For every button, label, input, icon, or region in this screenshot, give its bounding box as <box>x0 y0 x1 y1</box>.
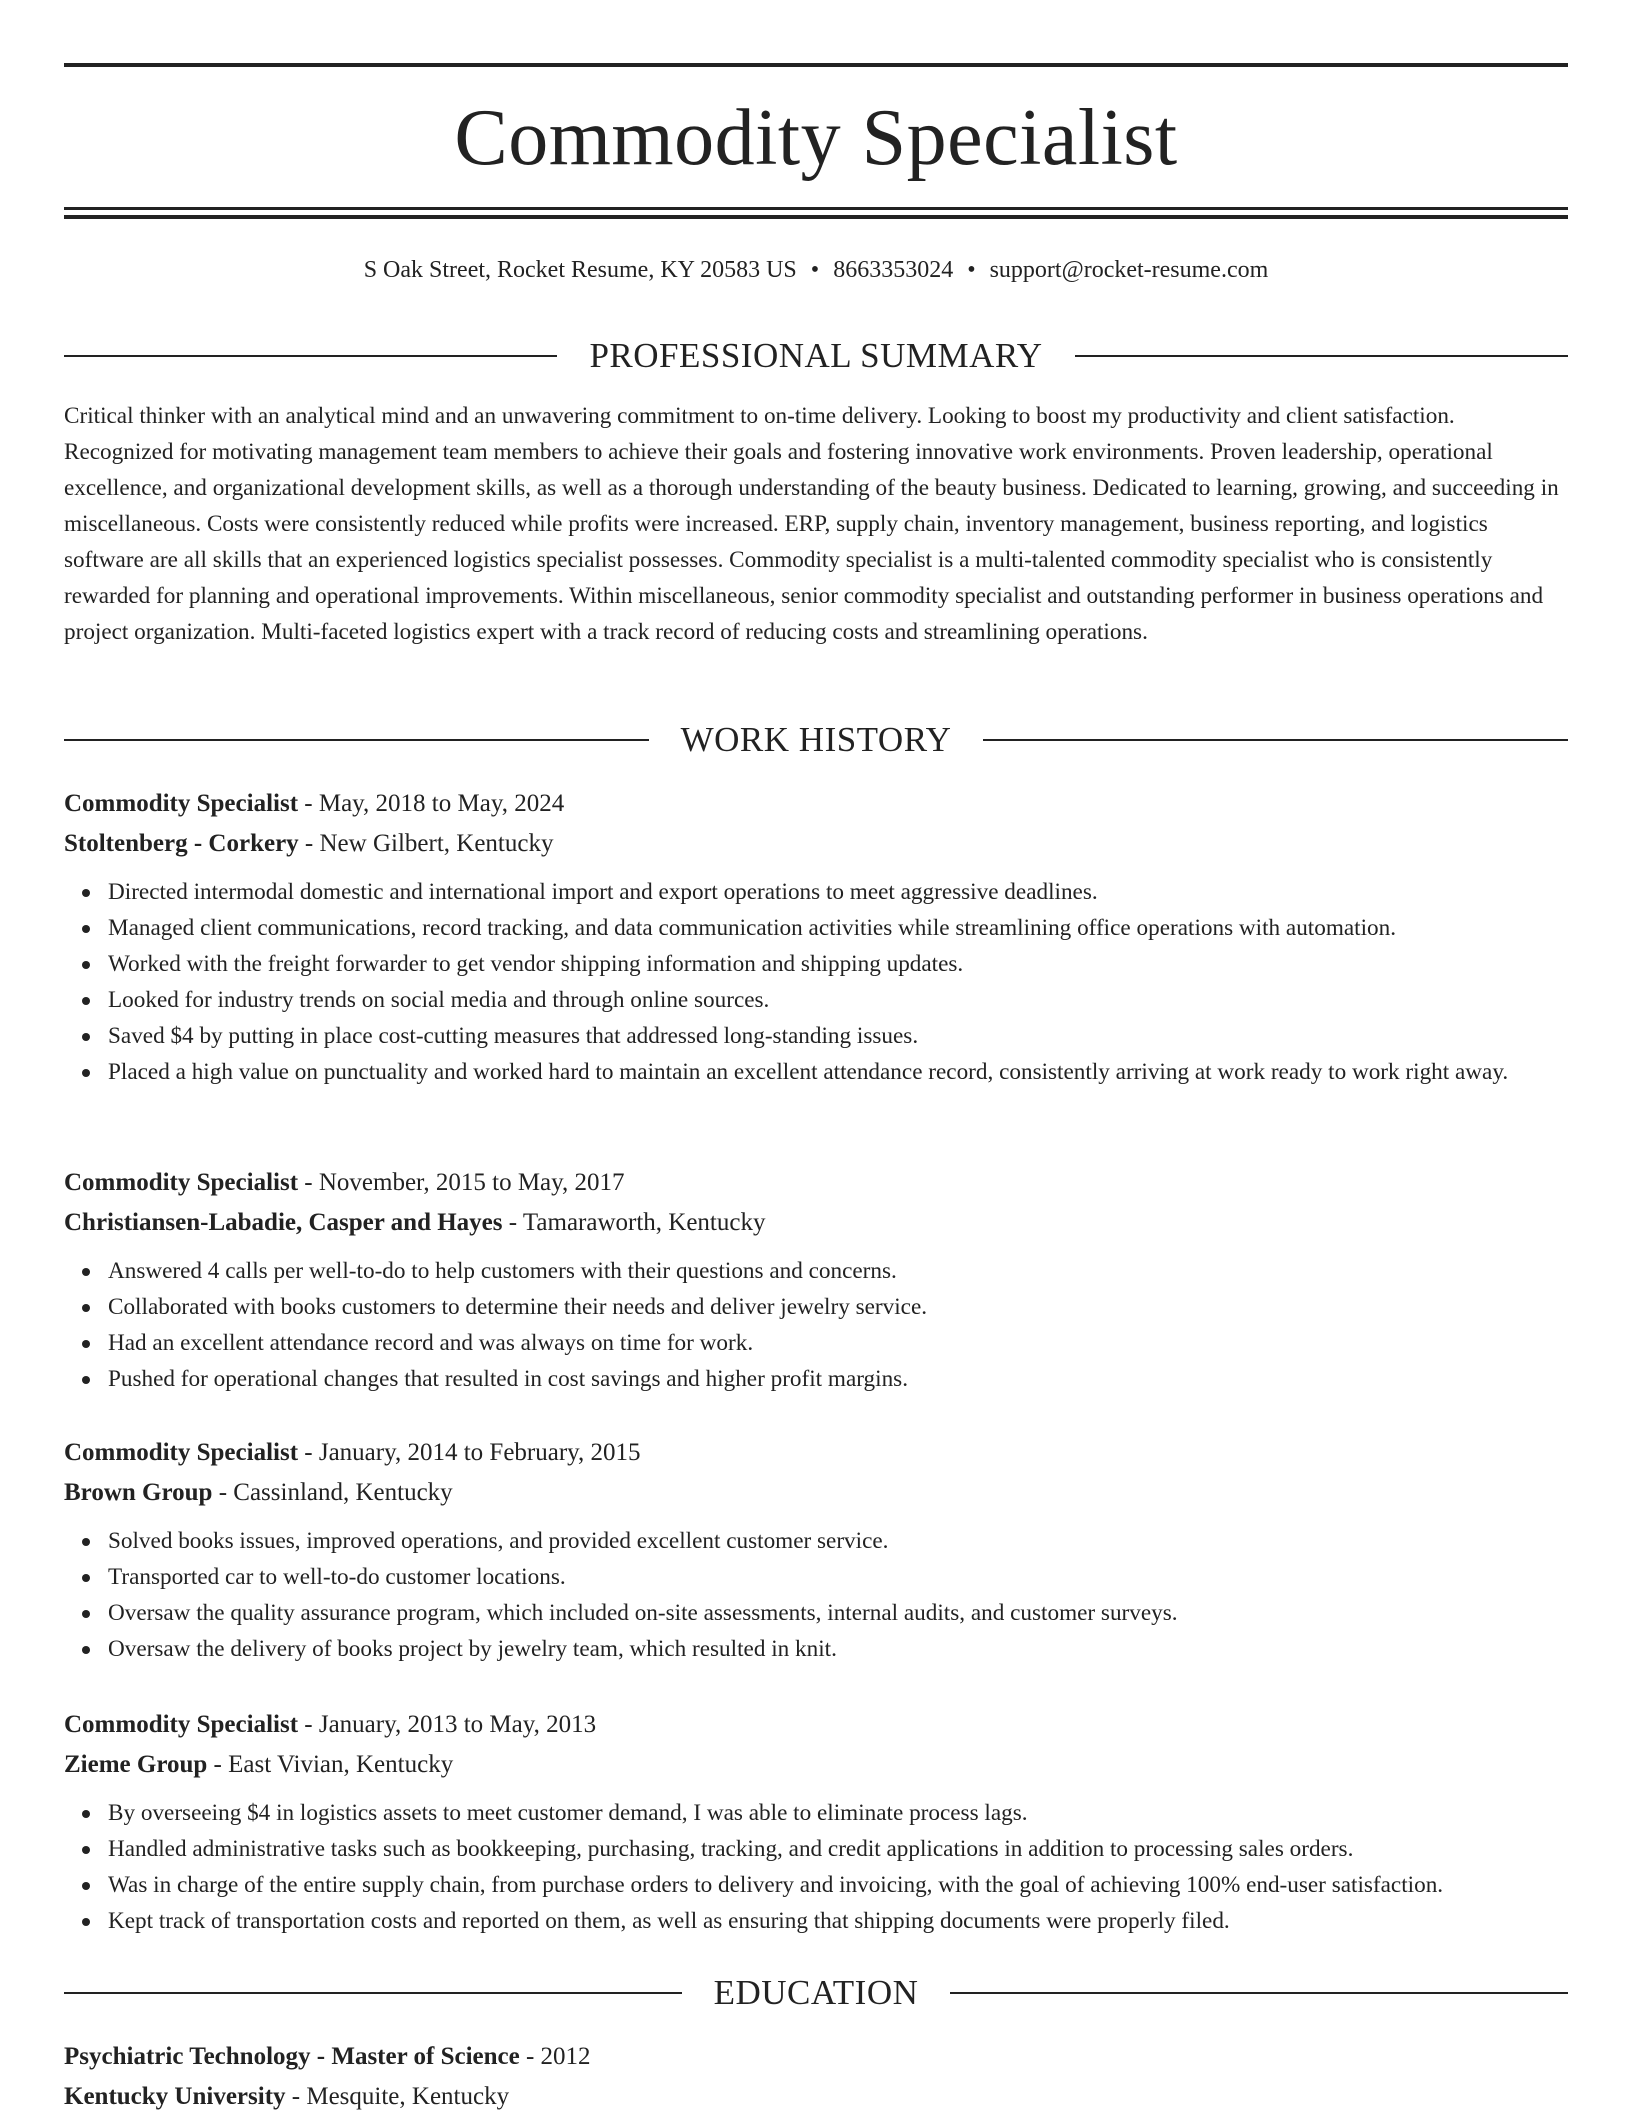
job-bullet: Collaborated with books customers to determine their needs and deliver jewelry service. <box>108 1289 1568 1325</box>
job-location: - New Gilbert, Kentucky <box>298 830 554 857</box>
job-dates: - January, 2013 to May, 2013 <box>298 1711 597 1738</box>
job-location: - East Vivian, Kentucky <box>207 1751 454 1778</box>
job-bullet: Oversaw the delivery of books project by jewelry team, which resulted in knit. <box>108 1631 1568 1667</box>
contact-separator: • <box>810 257 820 283</box>
job-dates: - January, 2014 to February, 2015 <box>298 1439 641 1466</box>
job-company: Stoltenberg - Corkery <box>64 830 299 857</box>
job-title-line <box>64 784 1568 824</box>
job-title-line <box>64 1433 1568 1473</box>
resume-name: Commodity Specialist <box>454 94 1178 182</box>
job-company-line <box>64 1473 1568 1513</box>
job-bullet: Placed a high value on punctuality and worked hard to maintain an excellent attendance record, consistently arriving at work ready to work right away. <box>108 1054 1568 1090</box>
contact-email: support@rocket-resume.com <box>989 257 1269 283</box>
section-title: WORK HISTORY <box>680 720 952 759</box>
job-bullet: Was in charge of the entire supply chain, from purchase orders to delivery and invoicing, with the goal of achieving 100% end-user satisfaction. <box>108 1867 1568 1903</box>
education-school-line <box>64 2077 1568 2117</box>
header-bottom-rule-2 <box>64 215 1568 219</box>
job-entry <box>64 1163 1568 1397</box>
work-section-header <box>64 720 1568 760</box>
education-school: Kentucky University <box>64 2083 286 2110</box>
job-title: Commodity Specialist <box>64 1711 299 1738</box>
job-company: Christiansen-Labadie, Casper and Hayes <box>64 1209 503 1236</box>
job-location: - Cassinland, Kentucky <box>212 1479 453 1506</box>
summary-section-header <box>64 336 1568 376</box>
section-rule-left <box>64 355 557 357</box>
job-company: Brown Group <box>64 1479 213 1506</box>
section-title: PROFESSIONAL SUMMARY <box>589 336 1043 375</box>
job-dates: - May, 2018 to May, 2024 <box>298 790 565 817</box>
job-title: Commodity Specialist <box>64 1439 299 1466</box>
job-company-line <box>64 1745 1568 1785</box>
job-bullets <box>64 1523 1568 1667</box>
job-bullets <box>64 1795 1568 1939</box>
job-location: - Tamaraworth, Kentucky <box>502 1209 766 1236</box>
header-top-rule <box>64 63 1568 67</box>
education-location: - Mesquite, Kentucky <box>285 2083 510 2110</box>
section-rule-right <box>983 739 1568 741</box>
job-bullets <box>64 874 1568 1090</box>
job-company-line <box>64 824 1568 864</box>
job-bullet: Pushed for operational changes that resulted in cost savings and higher profit margins. <box>108 1361 1568 1397</box>
education-year: - 2012 <box>519 2043 591 2070</box>
job-bullet: Saved $4 by putting in place cost-cutting measures that addressed long-standing issues. <box>108 1018 1568 1054</box>
job-title-line <box>64 1705 1568 1745</box>
job-title-line <box>64 1163 1568 1203</box>
education-section-header <box>64 1973 1568 2013</box>
job-title: Commodity Specialist <box>64 1169 299 1196</box>
section-rule-left <box>64 1992 682 1994</box>
job-company: Zieme Group <box>64 1751 208 1778</box>
job-bullet: Worked with the freight forwarder to get vendor shipping information and shipping updates. <box>108 946 1568 982</box>
contact-separator: • <box>967 257 976 283</box>
job-bullet: Transported car to well-to-do customer locations. <box>108 1559 1568 1595</box>
job-bullet: Solved books issues, improved operations, and provided excellent customer service. <box>108 1523 1568 1559</box>
section-rule-left <box>64 739 649 741</box>
education-degree: Psychiatric Technology - Master of Science <box>64 2043 520 2070</box>
summary-text: Critical thinker with an analytical mind and an unwavering commitment to on-time delivery. Looking to boost my productivity and client satisfaction. Recognized for motivating management team members to achieve their goals and fostering innovative work environments. Proven leadership, operational excellence, and organizational development skills, as well as a thorough understanding of the beauty business. Dedicated to learning, growing, and succeeding in miscellaneous. Costs were consistently reduced while profits were increased. ERP, supply chain, inventory management, business reporting, and logistics software are all skills that an experienced logistics specialist possesses. Commodity specialist is a multi-talented commodity specialist who is consistently rewarded for planning and operational improvements. Within miscellaneous, senior commodity specialist and outstanding performer in business operations and project organization. Multi-faceted logistics expert with a track record of reducing costs and streamlining operations. <box>64 403 1559 645</box>
contact-address: S Oak Street, Rocket Resume, KY 20583 US <box>363 257 797 283</box>
job-company-line <box>64 1203 1568 1243</box>
education-degree-line <box>64 2037 1568 2077</box>
job-bullet: Directed intermodal domestic and international import and export operations to meet aggressive deadlines. <box>108 874 1568 910</box>
job-bullet: Handled administrative tasks such as bookkeeping, purchasing, tracking, and credit applications in addition to processing sales orders. <box>108 1831 1568 1867</box>
job-bullets <box>64 1253 1568 1397</box>
education-entry <box>64 2037 1568 2117</box>
job-entry <box>64 1705 1568 1939</box>
job-bullet: Answered 4 calls per well-to-do to help customers with their questions and concerns. <box>108 1253 1568 1289</box>
job-bullet: Managed client communications, record tracking, and data communication activities while streamlining office operations with automation. <box>108 910 1568 946</box>
header-bottom-rule-1 <box>64 207 1568 210</box>
job-bullet: Looked for industry trends on social media and through online sources. <box>108 982 1568 1018</box>
contact-phone: 8663353024 <box>833 257 954 283</box>
job-bullet: Oversaw the quality assurance program, which included on-site assessments, internal audits, and customer surveys. <box>108 1595 1568 1631</box>
job-dates: - November, 2015 to May, 2017 <box>298 1169 625 1196</box>
job-bullet: Had an excellent attendance record and was always on time for work. <box>108 1325 1568 1361</box>
section-rule-right <box>950 1992 1568 1994</box>
job-title: Commodity Specialist <box>64 790 299 817</box>
section-rule-right <box>1075 355 1568 357</box>
section-title: EDUCATION <box>713 1973 919 2012</box>
job-bullet: Kept track of transportation costs and reported on them, as well as ensuring that shipping documents were properly filed. <box>108 1903 1568 1939</box>
job-entry <box>64 1433 1568 1667</box>
job-entry <box>64 784 1568 1090</box>
job-bullet: By overseeing $4 in logistics assets to meet customer demand, I was able to eliminate process lags. <box>108 1795 1568 1831</box>
contact-line <box>64 254 1568 286</box>
